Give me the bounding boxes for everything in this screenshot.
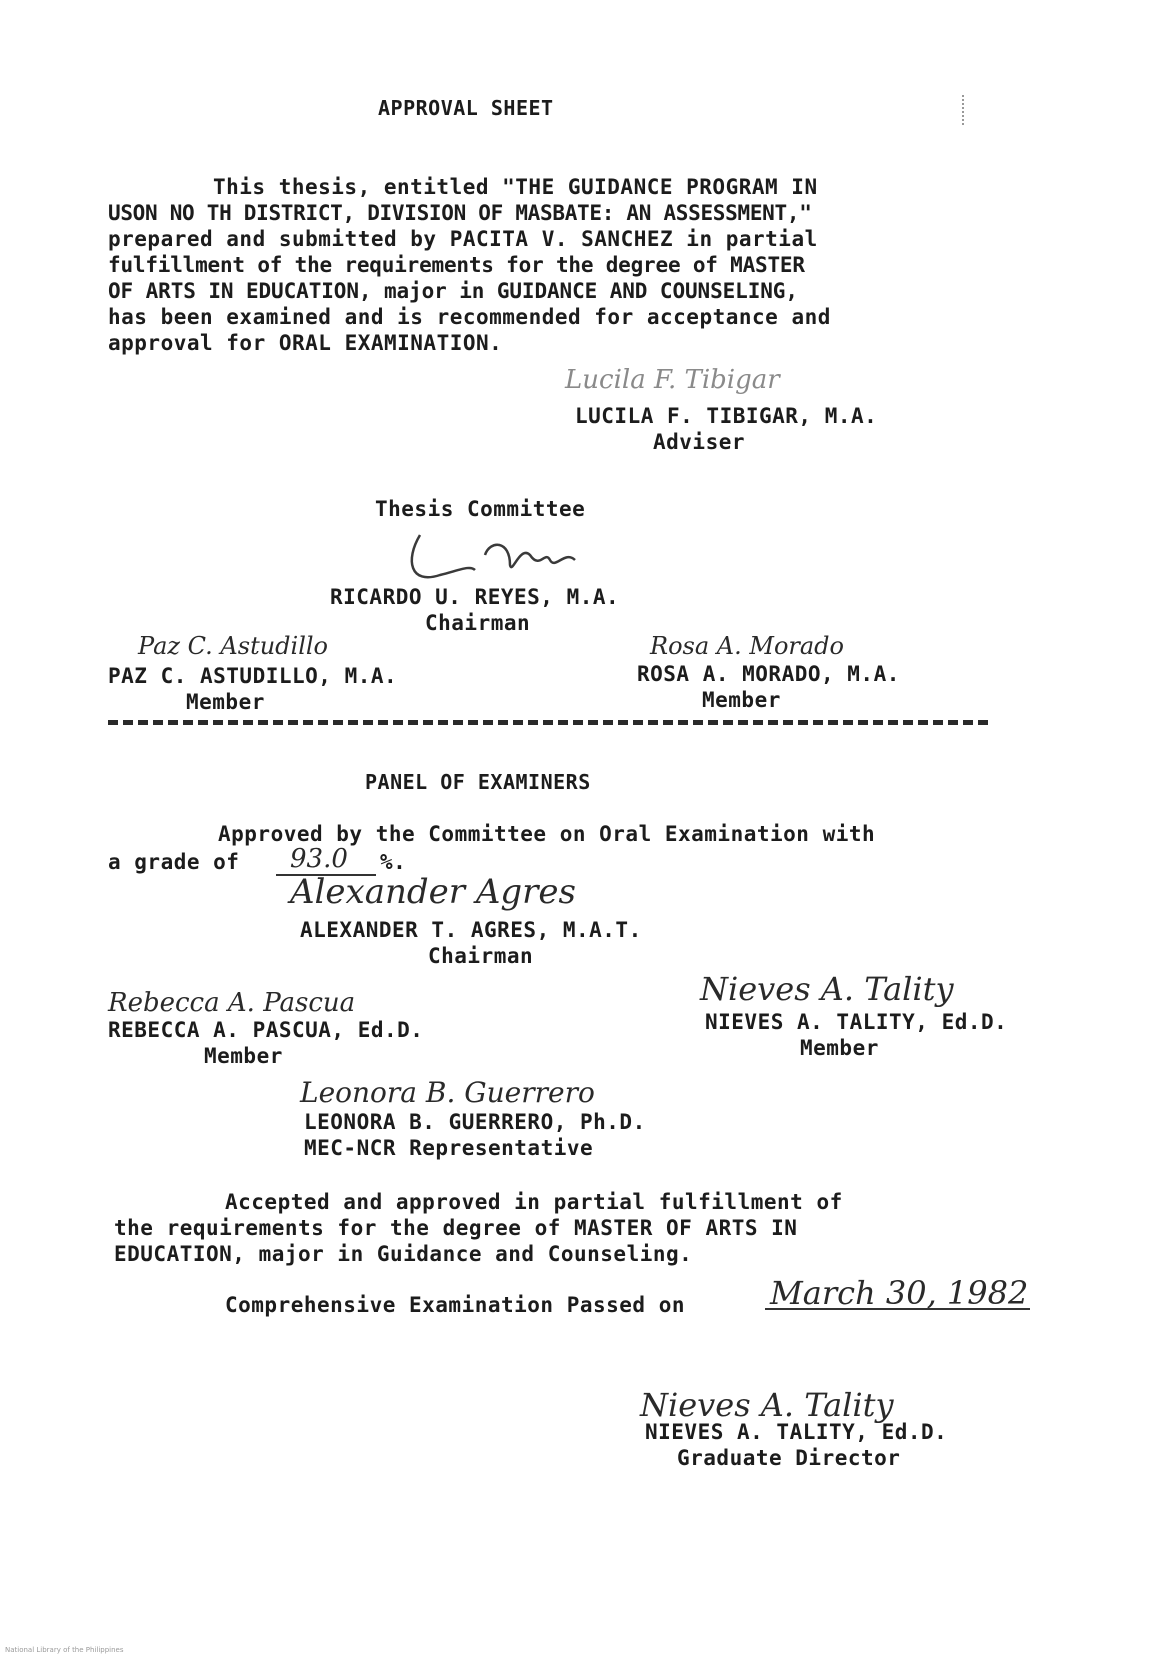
date-underline: [765, 1308, 1030, 1310]
intro-line-5: OF ARTS IN EDUCATION, major in GUIDANCE AND COUNSELING,: [108, 279, 798, 303]
acceptance-line-3: EDUCATION, major in Guidance and Counseling.: [114, 1242, 693, 1266]
adviser-role: Adviser: [653, 430, 746, 454]
committee-chairman-name: RICARDO U. REYES, M.A.: [330, 585, 620, 609]
intro-line-3: prepared and submitted by PACITA V. SANCHEZ in partial: [108, 227, 818, 251]
intro-line-4: fulfillment of the requirements for the degree of MASTER: [108, 253, 805, 277]
panel-member-right-signature: Nieves A. Tality: [700, 970, 954, 1008]
committee-member-right-signature: Rosa A. Morado: [650, 632, 844, 660]
panel-chairman-role: Chairman: [428, 944, 534, 968]
document-title: APPROVAL SHEET: [378, 96, 554, 120]
committee-member-right-name: ROSA A. MORADO, M.A.: [637, 662, 900, 686]
representative-signature: Leonora B. Guerrero: [300, 1076, 595, 1109]
approved-line-2-prefix: a grade of: [108, 850, 240, 874]
panel-member-left-role: Member: [204, 1044, 283, 1068]
panel-heading: PANEL OF EXAMINERS: [365, 770, 591, 794]
approved-line-1: Approved by the Committee on Oral Examination with: [218, 822, 876, 846]
committee-chairman-role: Chairman: [425, 611, 531, 635]
committee-member-left-signature: Paz C. Astudillo: [138, 632, 329, 660]
acceptance-line-1: Accepted and approved in partial fulfillment of: [225, 1190, 843, 1214]
panel-chairman-name: ALEXANDER T. AGRES, M.A.T.: [300, 918, 642, 942]
comprehensive-label: Comprehensive Examination Passed on: [225, 1293, 686, 1317]
intro-line-7: approval for ORAL EXAMINATION.: [108, 331, 503, 355]
panel-member-right-name: NIEVES A. TALITY, Ed.D.: [705, 1010, 1008, 1034]
intro-line-1: This thesis, entitled "THE GUIDANCE PROGRAM IN: [213, 175, 818, 199]
representative-name: LEONORA B. GUERRERO, Ph.D.: [304, 1110, 646, 1134]
director-signature: Nieves A. Tality: [640, 1386, 894, 1424]
director-role: Graduate Director: [677, 1446, 901, 1470]
acceptance-line-2: the requirements for the degree of MASTER OF ARTS IN: [114, 1216, 798, 1240]
adviser-signature: Lucila F. Tibigar: [565, 365, 780, 395]
panel-chairman-signature: Alexander Agres: [290, 872, 576, 912]
representative-role: MEC-NCR Representative: [304, 1136, 594, 1160]
committee-member-left-role: Member: [186, 690, 265, 714]
thesis-committee-heading: Thesis Committee: [375, 497, 586, 521]
approved-line-2-suffix: %.: [380, 850, 407, 874]
section-divider: [108, 720, 988, 731]
panel-member-left-name: REBECCA A. PASCUA, Ed.D.: [108, 1018, 424, 1042]
scan-artifact: [962, 95, 966, 125]
adviser-name: LUCILA F. TIBIGAR, M.A.: [575, 404, 878, 428]
panel-member-right-role: Member: [800, 1036, 879, 1060]
footer-stamp: National Library of the Philippines: [5, 1646, 124, 1654]
committee-member-left-name: PAZ C. ASTUDILLO, M.A.: [108, 664, 398, 688]
oral-exam-grade: 93.0: [290, 844, 348, 874]
committee-member-right-role: Member: [702, 688, 781, 712]
director-name: NIEVES A. TALITY, Ed.D.: [645, 1420, 948, 1444]
intro-line-2: USON NO TH DISTRICT, DIVISION OF MASBATE: AN ASSESSMENT,": [108, 201, 812, 225]
comprehensive-date: March 30, 1982: [770, 1274, 1029, 1312]
panel-member-left-signature: Rebecca A. Pascua: [108, 988, 356, 1018]
intro-line-6: has been examined and is recommended for acceptance and: [108, 305, 831, 329]
